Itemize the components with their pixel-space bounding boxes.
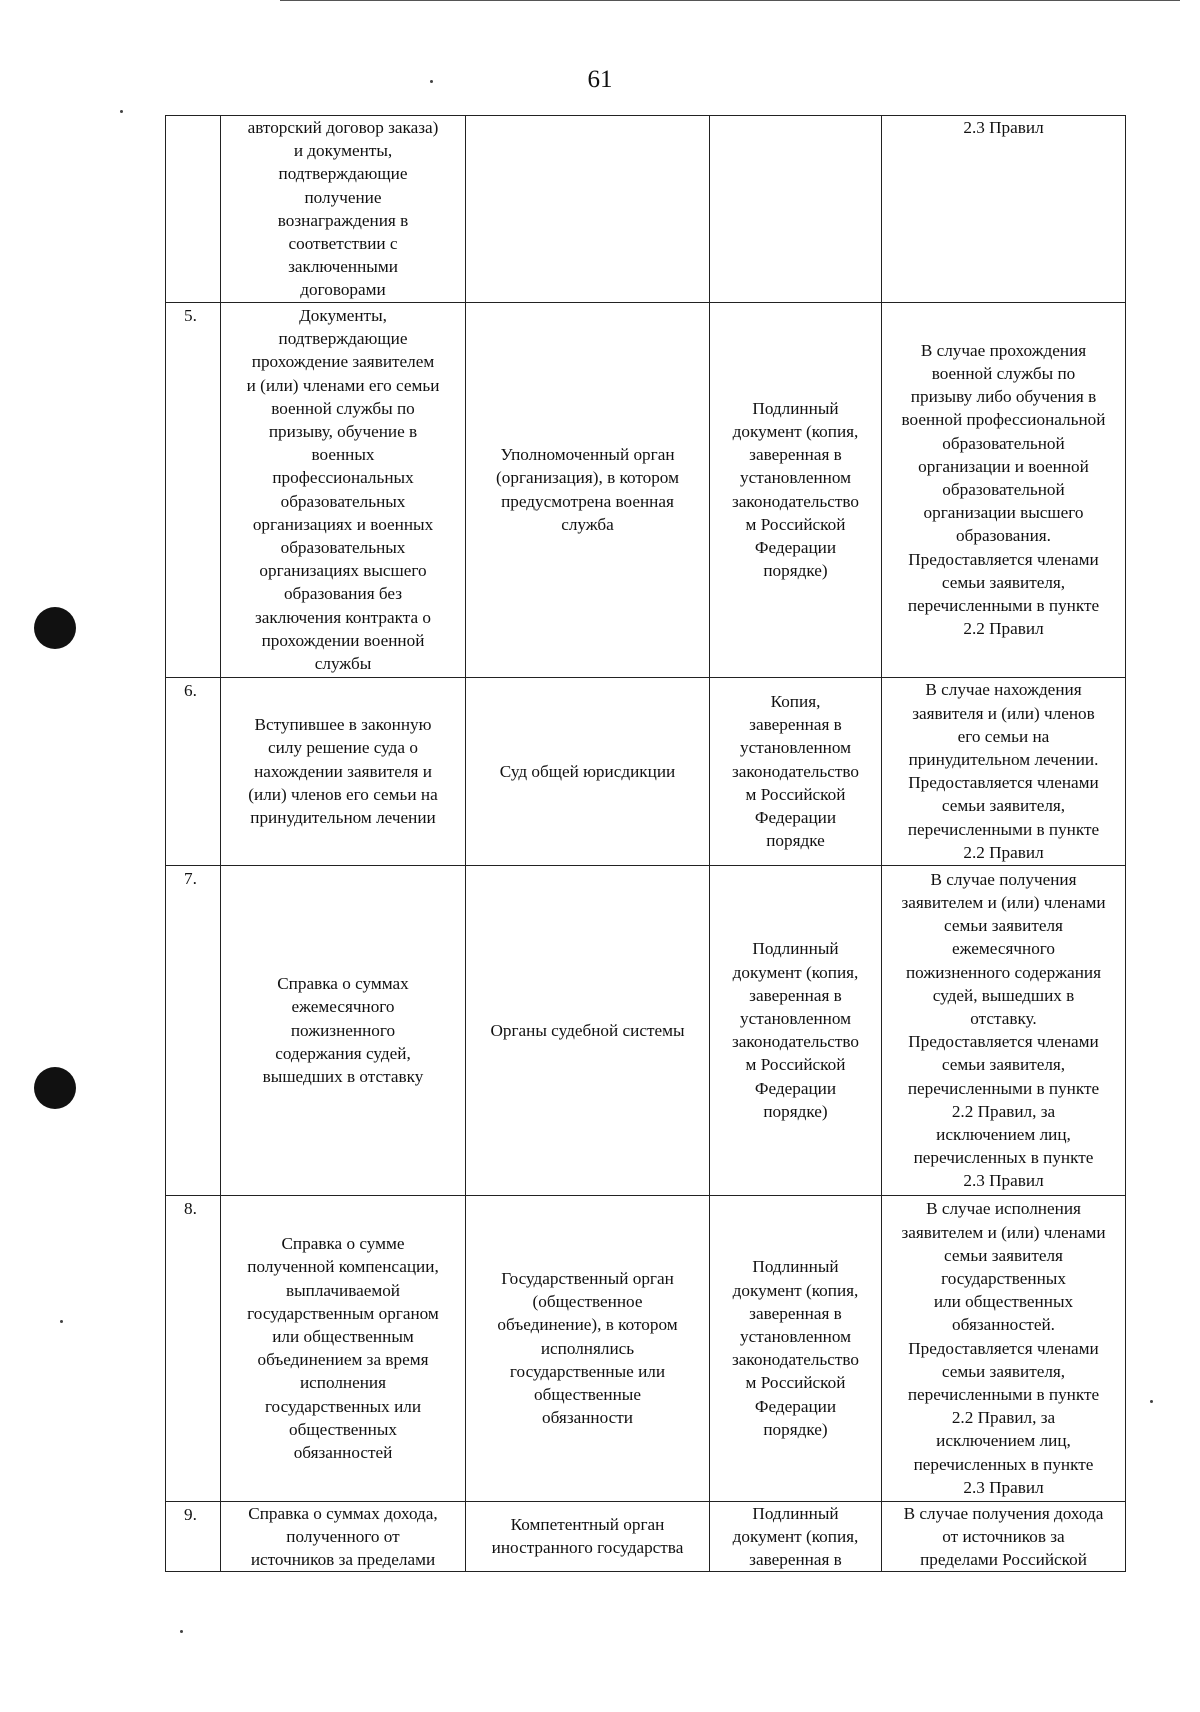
- document-form: Подлинный документ (копия, заверенная в установленном законодательство м Российской Федерации порядке): [710, 1195, 882, 1501]
- scan-speck: [180, 1630, 183, 1633]
- row-number: 9.: [166, 1501, 221, 1572]
- conditions-note: В случае получения заявителем и (или) членами семьи заявителя ежемесячного пожизненного содержания судей, вышедших в отставку. Предоставляется членами семьи заявителя, перечисленными в пункте 2.2 Правил, за исключением лиц, перечисленных в пункте 2.3 Правил: [882, 865, 1126, 1195]
- row-number: 8.: [166, 1195, 221, 1501]
- table-row: [166, 865, 1126, 1195]
- row-number: [166, 116, 221, 303]
- row-number: 5.: [166, 302, 221, 677]
- punch-hole-mark: [34, 1067, 76, 1109]
- scan-speck: [120, 110, 123, 113]
- scan-speck: [60, 1320, 63, 1323]
- table-row: [166, 1501, 1126, 1572]
- document-name: Вступившее в законную силу решение суда о нахождении заявителя и (или) членов его семьи на принудительном лечении: [221, 677, 466, 865]
- row-number: 7.: [166, 865, 221, 1195]
- conditions-note: В случае нахождения заявителя и (или) членов его семьи на принудительном лечении. Предоставляется членами семьи заявителя, перечисленными в пункте 2.2 Правил: [882, 677, 1126, 865]
- document-name: авторский договор заказа) и документы, подтверждающие получение вознаграждения в соответствии с заключенными договорами: [221, 116, 466, 303]
- issuing-authority: Государственный орган (общественное объединение), в котором исполнялись государственные или общественные обязанности: [466, 1195, 710, 1501]
- issuing-authority: Уполномоченный орган (организация), в котором предусмотрена военная служба: [466, 302, 710, 677]
- document-name: Справка о суммах дохода, полученного от источников за пределами: [221, 1501, 466, 1572]
- page-number: 61: [587, 66, 613, 93]
- document-form: [710, 116, 882, 303]
- table-row: [166, 1195, 1126, 1501]
- table-row: [166, 677, 1126, 865]
- conditions-note: В случае прохождения военной службы по призыву либо обучения в военной профессиональной образовательной организации и военной образовательной организации высшего образования. Предоставляется членами семьи заявителя, перечисленными в пункте 2.2 Правил: [882, 302, 1126, 677]
- issuing-authority: [466, 116, 710, 303]
- scan-speck: [430, 80, 433, 83]
- issuing-authority: Компетентный орган иностранного государства: [466, 1501, 710, 1572]
- document-name: Справка о сумме полученной компенсации, выплачиваемой государственным органом или общественным объединением за время исполнения государственных или общественных обязанностей: [221, 1195, 466, 1501]
- table-row: [166, 116, 1126, 303]
- scan-speck: [1150, 1400, 1153, 1403]
- conditions-note: В случае получения дохода от источников за пределами Российской: [882, 1501, 1126, 1572]
- row-number: 6.: [166, 677, 221, 865]
- table-row: [166, 302, 1126, 677]
- issuing-authority: Суд общей юрисдикции: [466, 677, 710, 865]
- issuing-authority: Органы судебной системы: [466, 865, 710, 1195]
- document-form: Подлинный документ (копия, заверенная в установленном законодательство м Российской Федерации порядке): [710, 865, 882, 1195]
- punch-hole-mark: [34, 607, 76, 649]
- document-name: Документы, подтверждающие прохождение заявителем и (или) членами его семьи военной службы по призыву, обучение в военных профессиональных образовательных организациях и военных образовательных организациях высшего образования без заключения контракта о прохождении военной службы: [221, 302, 466, 677]
- document-form: Копия, заверенная в установленном законодательство м Российской Федерации порядке: [710, 677, 882, 865]
- document-form: Подлинный документ (копия, заверенная в установленном законодательство м Российской Федерации порядке): [710, 302, 882, 677]
- conditions-note: 2.3 Правил: [882, 116, 1126, 303]
- top-edge-rule: [280, 0, 1180, 1]
- document-name: Справка о суммах ежемесячного пожизненного содержания судей, вышедших в отставку: [221, 865, 466, 1195]
- documents-table: [165, 115, 1126, 1572]
- conditions-note: В случае исполнения заявителем и (или) членами семьи заявителя государственных или общественных обязанностей. Предоставляется членами семьи заявителя, перечисленными в пункте 2.2 Правил, за исключением лиц, перечисленных в пункте 2.3 Правил: [882, 1195, 1126, 1501]
- document-form: Подлинный документ (копия, заверенная в: [710, 1501, 882, 1572]
